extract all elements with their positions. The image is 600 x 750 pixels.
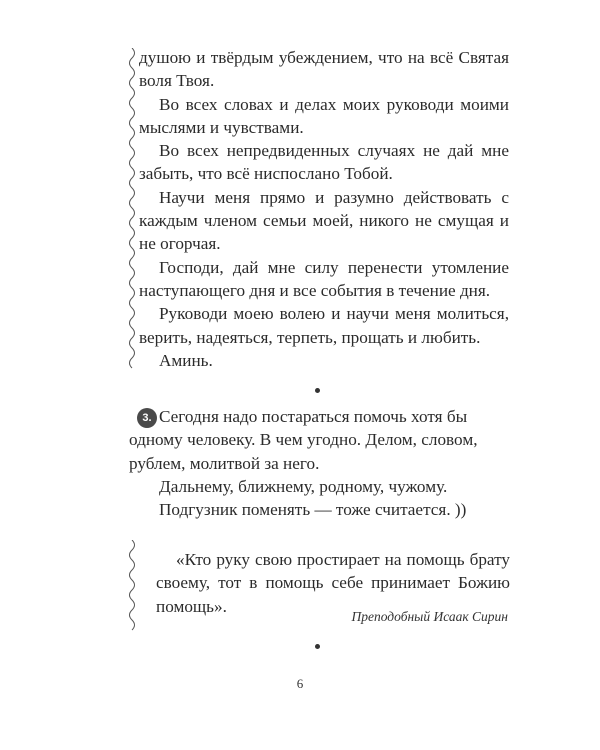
prayer-paragraph-1: душою и твёрдым убеждением, что на всё Святая воля Твоя. — [139, 48, 509, 91]
section-3-paragraph-2: Дальнему, ближнему, родному, чужому. — [159, 476, 448, 496]
section-3-text-1: Сегодня надо постараться помочь хотя бы одному человеку. В чем угодно. Делом, словом, рублем, молитвой за него. — [129, 407, 478, 473]
prayer-amen: Аминь. — [159, 350, 213, 370]
section-3-paragraph-3: Подгузник поменять — тоже считается. )) — [159, 500, 467, 520]
quote-author: Преподобный Исаак Сирин — [351, 609, 508, 624]
prayer-text — [139, 46, 509, 372]
prayer-paragraph-3: Во всех непредвиденных случаях не дай мне забыть, что всё ниспослано Тобой. — [139, 141, 509, 184]
page-number: 6 — [296, 676, 304, 691]
section-3 — [129, 405, 509, 521]
prayer-paragraph-4: Научи меня прямо и разумно действовать с каждым членом семьи моей, никого не смущая и не огорчая. — [139, 187, 509, 254]
prayer-paragraph-6: Руководи моею волею и научи меня молиться, верить, надеяться, терпеть, прощать и любить. — [139, 304, 509, 347]
quote-wavy-ornament — [126, 540, 138, 632]
section-number-badge: 3. — [137, 408, 157, 428]
prayer-paragraph-5: Господи, дай мне силу перенести утомление наступающего дня и все события в течение дня. — [139, 257, 509, 300]
wavy-border-ornament — [126, 48, 138, 370]
prayer-paragraph-2: Во всех словах и делах моих руководи моими мыслями и чувствами. — [139, 94, 509, 137]
separator-dot — [315, 388, 320, 393]
section-3-paragraph-1 — [129, 405, 509, 475]
quote-text: «Кто руку свою простирает на помощь брату своему, тот в помощь себе принимает Божию помощь». — [156, 550, 510, 616]
quote-block — [156, 548, 510, 618]
separator-dot-bottom — [315, 644, 320, 649]
